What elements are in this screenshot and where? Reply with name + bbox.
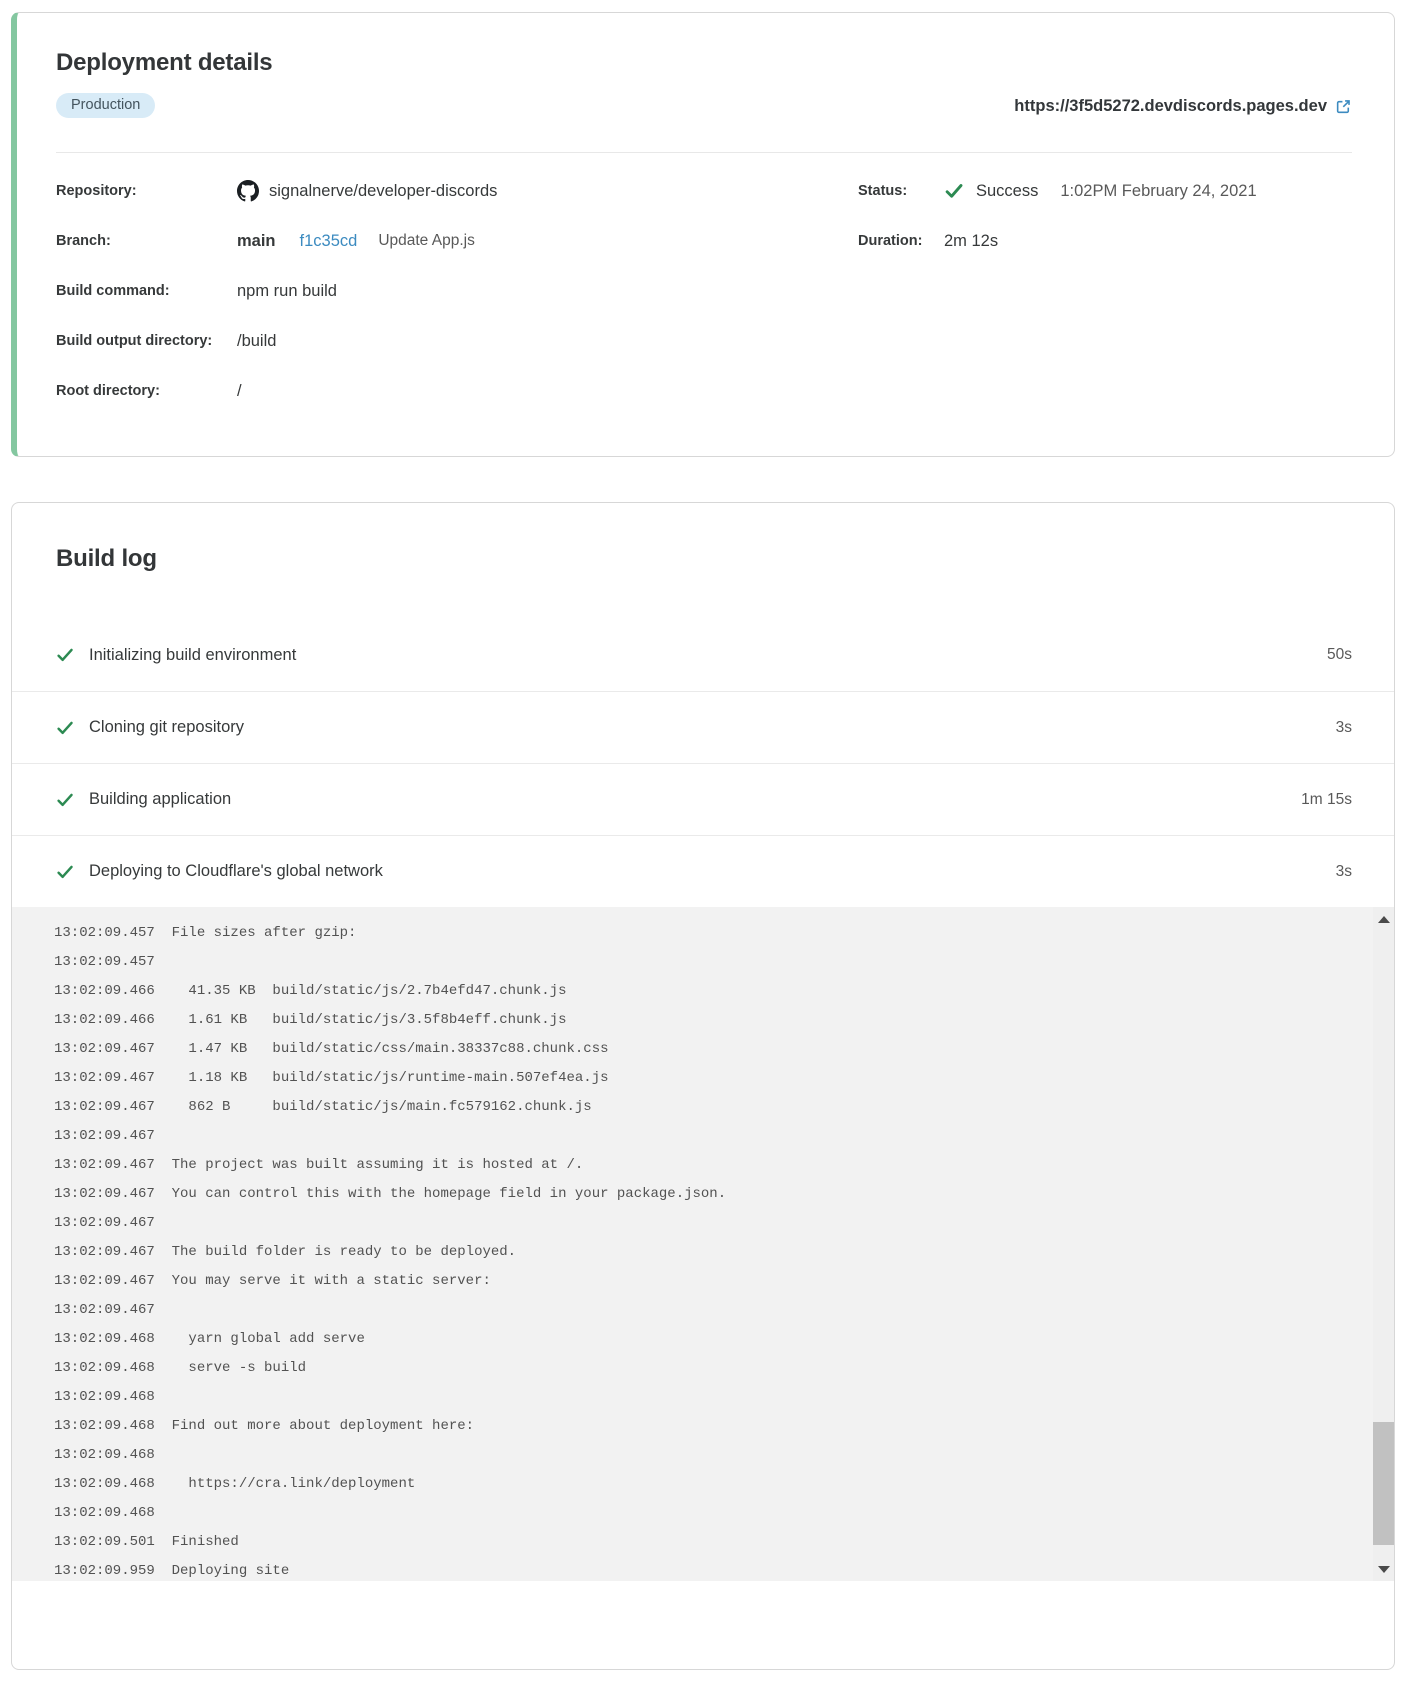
log-line: 13:02:09.468 yarn global add serve — [54, 1331, 365, 1347]
external-link-icon[interactable] — [1335, 98, 1352, 115]
commit-hash-link[interactable]: f1c35cd — [299, 231, 358, 250]
repository-label: Repository: — [56, 183, 137, 199]
status-value — [944, 181, 1257, 201]
log-line: 13:02:09.466 1.61 KB build/static/js/3.5f8b4eff.chunk.js — [54, 1012, 567, 1028]
log-line: 13:02:09.467 You may serve it with a static server: — [54, 1273, 491, 1289]
log-line: 13:02:09.468 — [54, 1389, 172, 1405]
step-duration: 50s — [1327, 646, 1352, 663]
log-line: 13:02:09.467 — [54, 1215, 172, 1231]
duration-value: 2m 12s — [944, 231, 999, 250]
build-log-card — [11, 502, 1395, 1670]
deployment-details-left-column — [56, 166, 858, 416]
build-log-output — [12, 907, 1394, 1581]
step-label: Initializing build environment — [89, 645, 297, 664]
scroll-down-button[interactable] — [1373, 1557, 1394, 1581]
build-command-value: npm run build — [237, 281, 337, 300]
status-row — [858, 166, 1352, 216]
branch-row — [56, 216, 858, 266]
scrollbar-thumb[interactable] — [1373, 1422, 1394, 1545]
log-scrollbar[interactable] — [1373, 907, 1394, 1581]
check-icon — [56, 646, 74, 664]
build-output-directory-row — [56, 316, 858, 366]
deployment-url-link[interactable] — [1014, 97, 1352, 116]
branch-label: Branch: — [56, 233, 111, 249]
log-line: 13:02:09.467 862 B build/static/js/main.fc579162.chunk.js — [54, 1099, 592, 1115]
log-line: 13:02:09.467 1.18 KB build/static/js/runtime-main.507ef4ea.js — [54, 1070, 609, 1086]
log-line: 13:02:09.457 File sizes after gzip: — [54, 925, 357, 941]
status-timestamp: 1:02PM February 24, 2021 — [1060, 181, 1257, 200]
log-line: 13:02:09.468 — [54, 1447, 172, 1463]
build-step-building[interactable] — [12, 763, 1394, 835]
log-line: 13:02:09.467 The project was built assuming it is hosted at /. — [54, 1157, 584, 1173]
build-log-title: Build log — [56, 545, 157, 572]
root-directory-row — [56, 366, 858, 416]
build-steps-list — [12, 619, 1394, 907]
log-line: 13:02:09.467 — [54, 1128, 172, 1144]
status-label: Status: — [858, 183, 908, 199]
step-label: Building application — [89, 790, 232, 808]
root-directory-label: Root directory: — [56, 383, 160, 399]
deployment-header-left — [56, 49, 272, 118]
scroll-down-icon — [1378, 1566, 1390, 1573]
step-duration: 3s — [1335, 862, 1352, 880]
build-output-directory-value: /build — [237, 331, 277, 350]
log-line: 13:02:09.468 Find out more about deployment here: — [54, 1418, 475, 1434]
root-directory-value: / — [237, 381, 242, 400]
repository-link[interactable] — [237, 180, 497, 202]
log-line: 13:02:09.467 You can control this with the homepage field in your package.json. — [54, 1186, 727, 1202]
success-check-icon — [944, 181, 964, 201]
status-text: Success — [976, 181, 1039, 200]
log-line: 13:02:09.467 The build folder is ready to be deployed. — [54, 1244, 517, 1260]
check-icon — [56, 791, 74, 809]
build-log-terminal[interactable] — [12, 907, 1394, 1581]
log-line: 13:02:09.466 41.35 KB build/static/js/2.7b4efd47.chunk.js — [54, 983, 567, 999]
scroll-up-button[interactable] — [1373, 907, 1394, 931]
build-step-deploying[interactable] — [12, 835, 1394, 907]
log-line: 13:02:09.467 1.47 KB build/static/css/main.38337c88.chunk.css — [54, 1041, 609, 1057]
log-line: 13:02:09.468 serve -s build — [54, 1360, 307, 1376]
step-label: Cloning git repository — [89, 718, 244, 736]
duration-row — [858, 216, 1352, 266]
log-line: 13:02:09.959 Deploying site — [54, 1563, 290, 1579]
deployment-details-right-column — [858, 166, 1352, 416]
check-icon — [56, 863, 74, 881]
deployment-header — [56, 13, 1352, 153]
branch-name: main — [237, 231, 276, 250]
environment-badge: Production — [56, 93, 155, 118]
deployment-url-text[interactable]: https://3f5d5272.devdiscords.pages.dev — [1014, 97, 1327, 115]
build-step-cloning[interactable] — [12, 691, 1394, 763]
deployment-details-title: Deployment details — [56, 49, 273, 76]
deployment-details-card — [11, 12, 1395, 457]
build-command-row — [56, 266, 858, 316]
github-icon — [237, 180, 259, 202]
step-label: Deploying to Cloudflare's global network — [89, 862, 383, 880]
check-icon — [56, 719, 74, 737]
build-step-initializing[interactable] — [12, 619, 1394, 691]
repository-row — [56, 166, 858, 216]
step-duration: 1m 15s — [1301, 790, 1352, 808]
log-line: 13:02:09.467 — [54, 1302, 172, 1318]
log-line: 13:02:09.468 — [54, 1505, 172, 1521]
log-line: 13:02:09.501 Finished — [54, 1534, 239, 1550]
log-line: 13:02:09.468 https://cra.link/deployment — [54, 1476, 416, 1492]
duration-label: Duration: — [858, 233, 923, 249]
build-command-label: Build command: — [56, 283, 170, 299]
deployment-details-grid — [56, 153, 1352, 416]
step-duration: 3s — [1335, 718, 1352, 736]
build-output-directory-label: Build output directory: — [56, 333, 213, 349]
scroll-up-icon — [1378, 916, 1390, 923]
repository-name[interactable]: signalnerve/developer-discords — [269, 181, 498, 200]
log-line: 13:02:09.457 — [54, 954, 172, 970]
commit-message: Update App.js — [378, 232, 475, 249]
